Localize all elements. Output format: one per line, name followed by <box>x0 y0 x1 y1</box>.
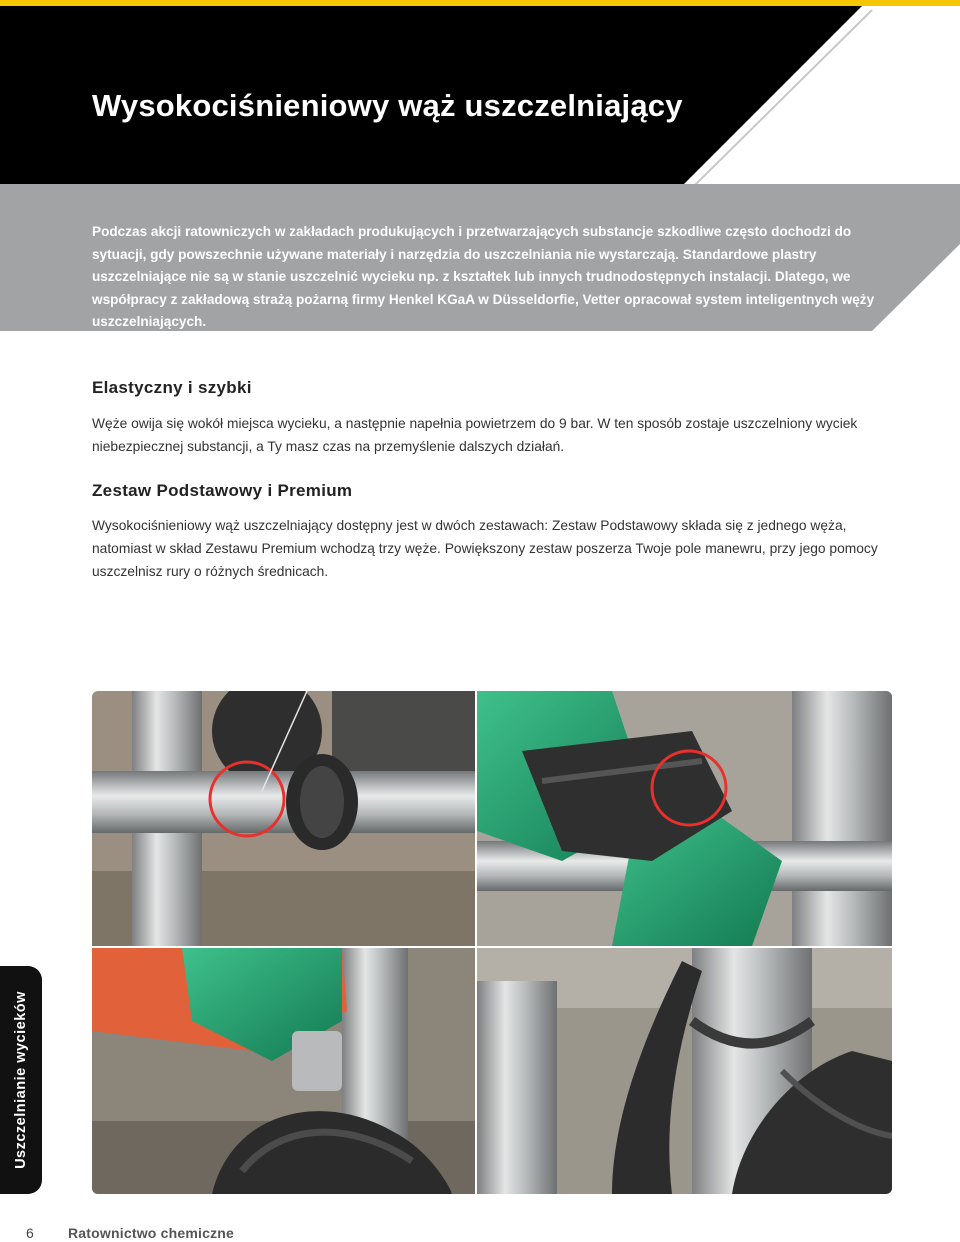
photo-sealed-joint <box>477 948 892 1194</box>
section-body-elastic: Węże owija się wokół miejsca wycieku, a następnie napełnia powietrzem do 9 bar. W ten sposób zostaje uszczelniony wyciek niebezpiecznej substancji, a Ty masz czas na przemyślenie dalszych działań. <box>92 416 858 454</box>
section-body-sets: Wysokociśnieniowy wąż uszczelniający dostępny jest w dwóch zestawach: Zestaw Podstawowy składa się z jednego węża, natomiast w skład Zestawu Premium wchodzą trzy węże. Powiększony zestaw poszerza Twoje pole manewru, przy jego pomocy uszczelnisz rury o różnych średnicach. <box>92 518 878 579</box>
photo-grid <box>92 691 892 1194</box>
page-number: 6 <box>26 1225 34 1241</box>
section-heading-elastic: Elastyczny i szybki <box>92 378 252 397</box>
section-heading-sets: Zestaw Podstawowy i Premium <box>92 481 353 500</box>
intro-paragraph: Podczas akcji ratowniczych w zakładach produkujących i przetwarzających substancje szkodliwe często dochodzi do sytuacji, gdy powszechnie używane materiały i narzędzia do uszczelniania nie wystarczają. Standardowe plastry uszczelniające nie są w stanie uszczelnić wycieku np. z kształtek lub innych trudnodostępnych instalacji. Dlatego, we współpracy z zakładową strażą pożarną firmy Henkel KGaA w Düsseldorfie, Vetter opracował system inteligentnych węży uszczelniających. <box>92 224 875 329</box>
side-tab-label: Uszczelnianie wycieków <box>13 991 29 1169</box>
photo-gloves-wrapping-hose <box>477 691 892 946</box>
footer-title: Ratownictwo chemiczne <box>68 1225 235 1241</box>
photo-inflating-hose <box>92 948 475 1194</box>
page-title: Wysokociśnieniowy wąż uszczelniający <box>92 88 683 123</box>
photo-hose-on-joint <box>92 691 475 946</box>
